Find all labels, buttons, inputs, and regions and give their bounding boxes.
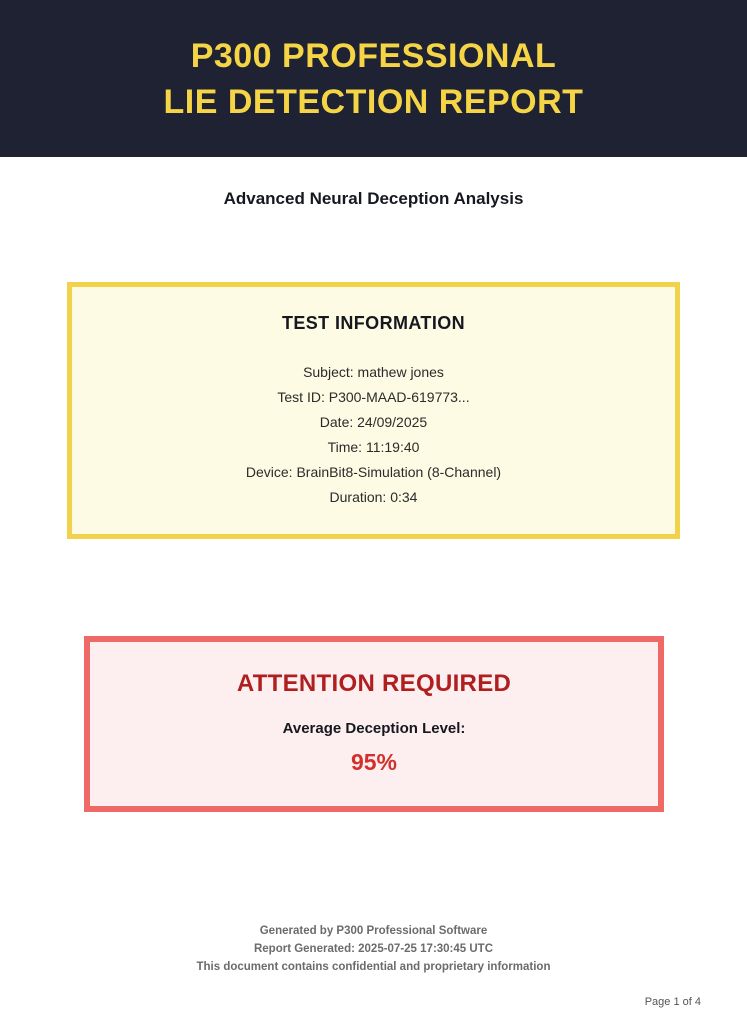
- footer-generated-timestamp: Report Generated: 2025-07-25 17:30:45 UTC: [253, 943, 494, 955]
- test-information-card: [67, 282, 680, 539]
- average-deception-level-value: 95%: [350, 749, 398, 775]
- test-info-duration: Duration: 0:34: [329, 489, 418, 505]
- test-info-time: Time: 11:19:40: [327, 439, 420, 455]
- test-info-subject: Subject: mathew jones: [303, 364, 444, 380]
- report-header-banner: [0, 0, 747, 157]
- attention-required-title: ATTENTION REQUIRED: [236, 670, 512, 697]
- footer-confidentiality-notice: This document contains confidential and proprietary information: [196, 961, 551, 973]
- test-information-heading: TEST INFORMATION: [281, 313, 466, 333]
- report-subtitle: Advanced Neural Deception Analysis: [223, 189, 524, 208]
- report-title-line-1: P300 PROFESSIONAL: [190, 36, 557, 75]
- test-info-test-id: Test ID: P300-MAAD-619773...: [277, 389, 470, 405]
- footer-generated-by: Generated by P300 Professional Software: [259, 925, 488, 937]
- report-footer: [0, 922, 747, 976]
- average-deception-level-label: Average Deception Level:: [282, 720, 466, 737]
- attention-required-card: [84, 636, 664, 812]
- page-number: Page 1 of 4: [644, 996, 701, 1008]
- test-info-device: Device: BrainBit8-Simulation (8-Channel): [245, 464, 502, 480]
- report-title-line-2: LIE DETECTION REPORT: [163, 82, 584, 121]
- test-info-date: Date: 24/09/2025: [319, 414, 428, 430]
